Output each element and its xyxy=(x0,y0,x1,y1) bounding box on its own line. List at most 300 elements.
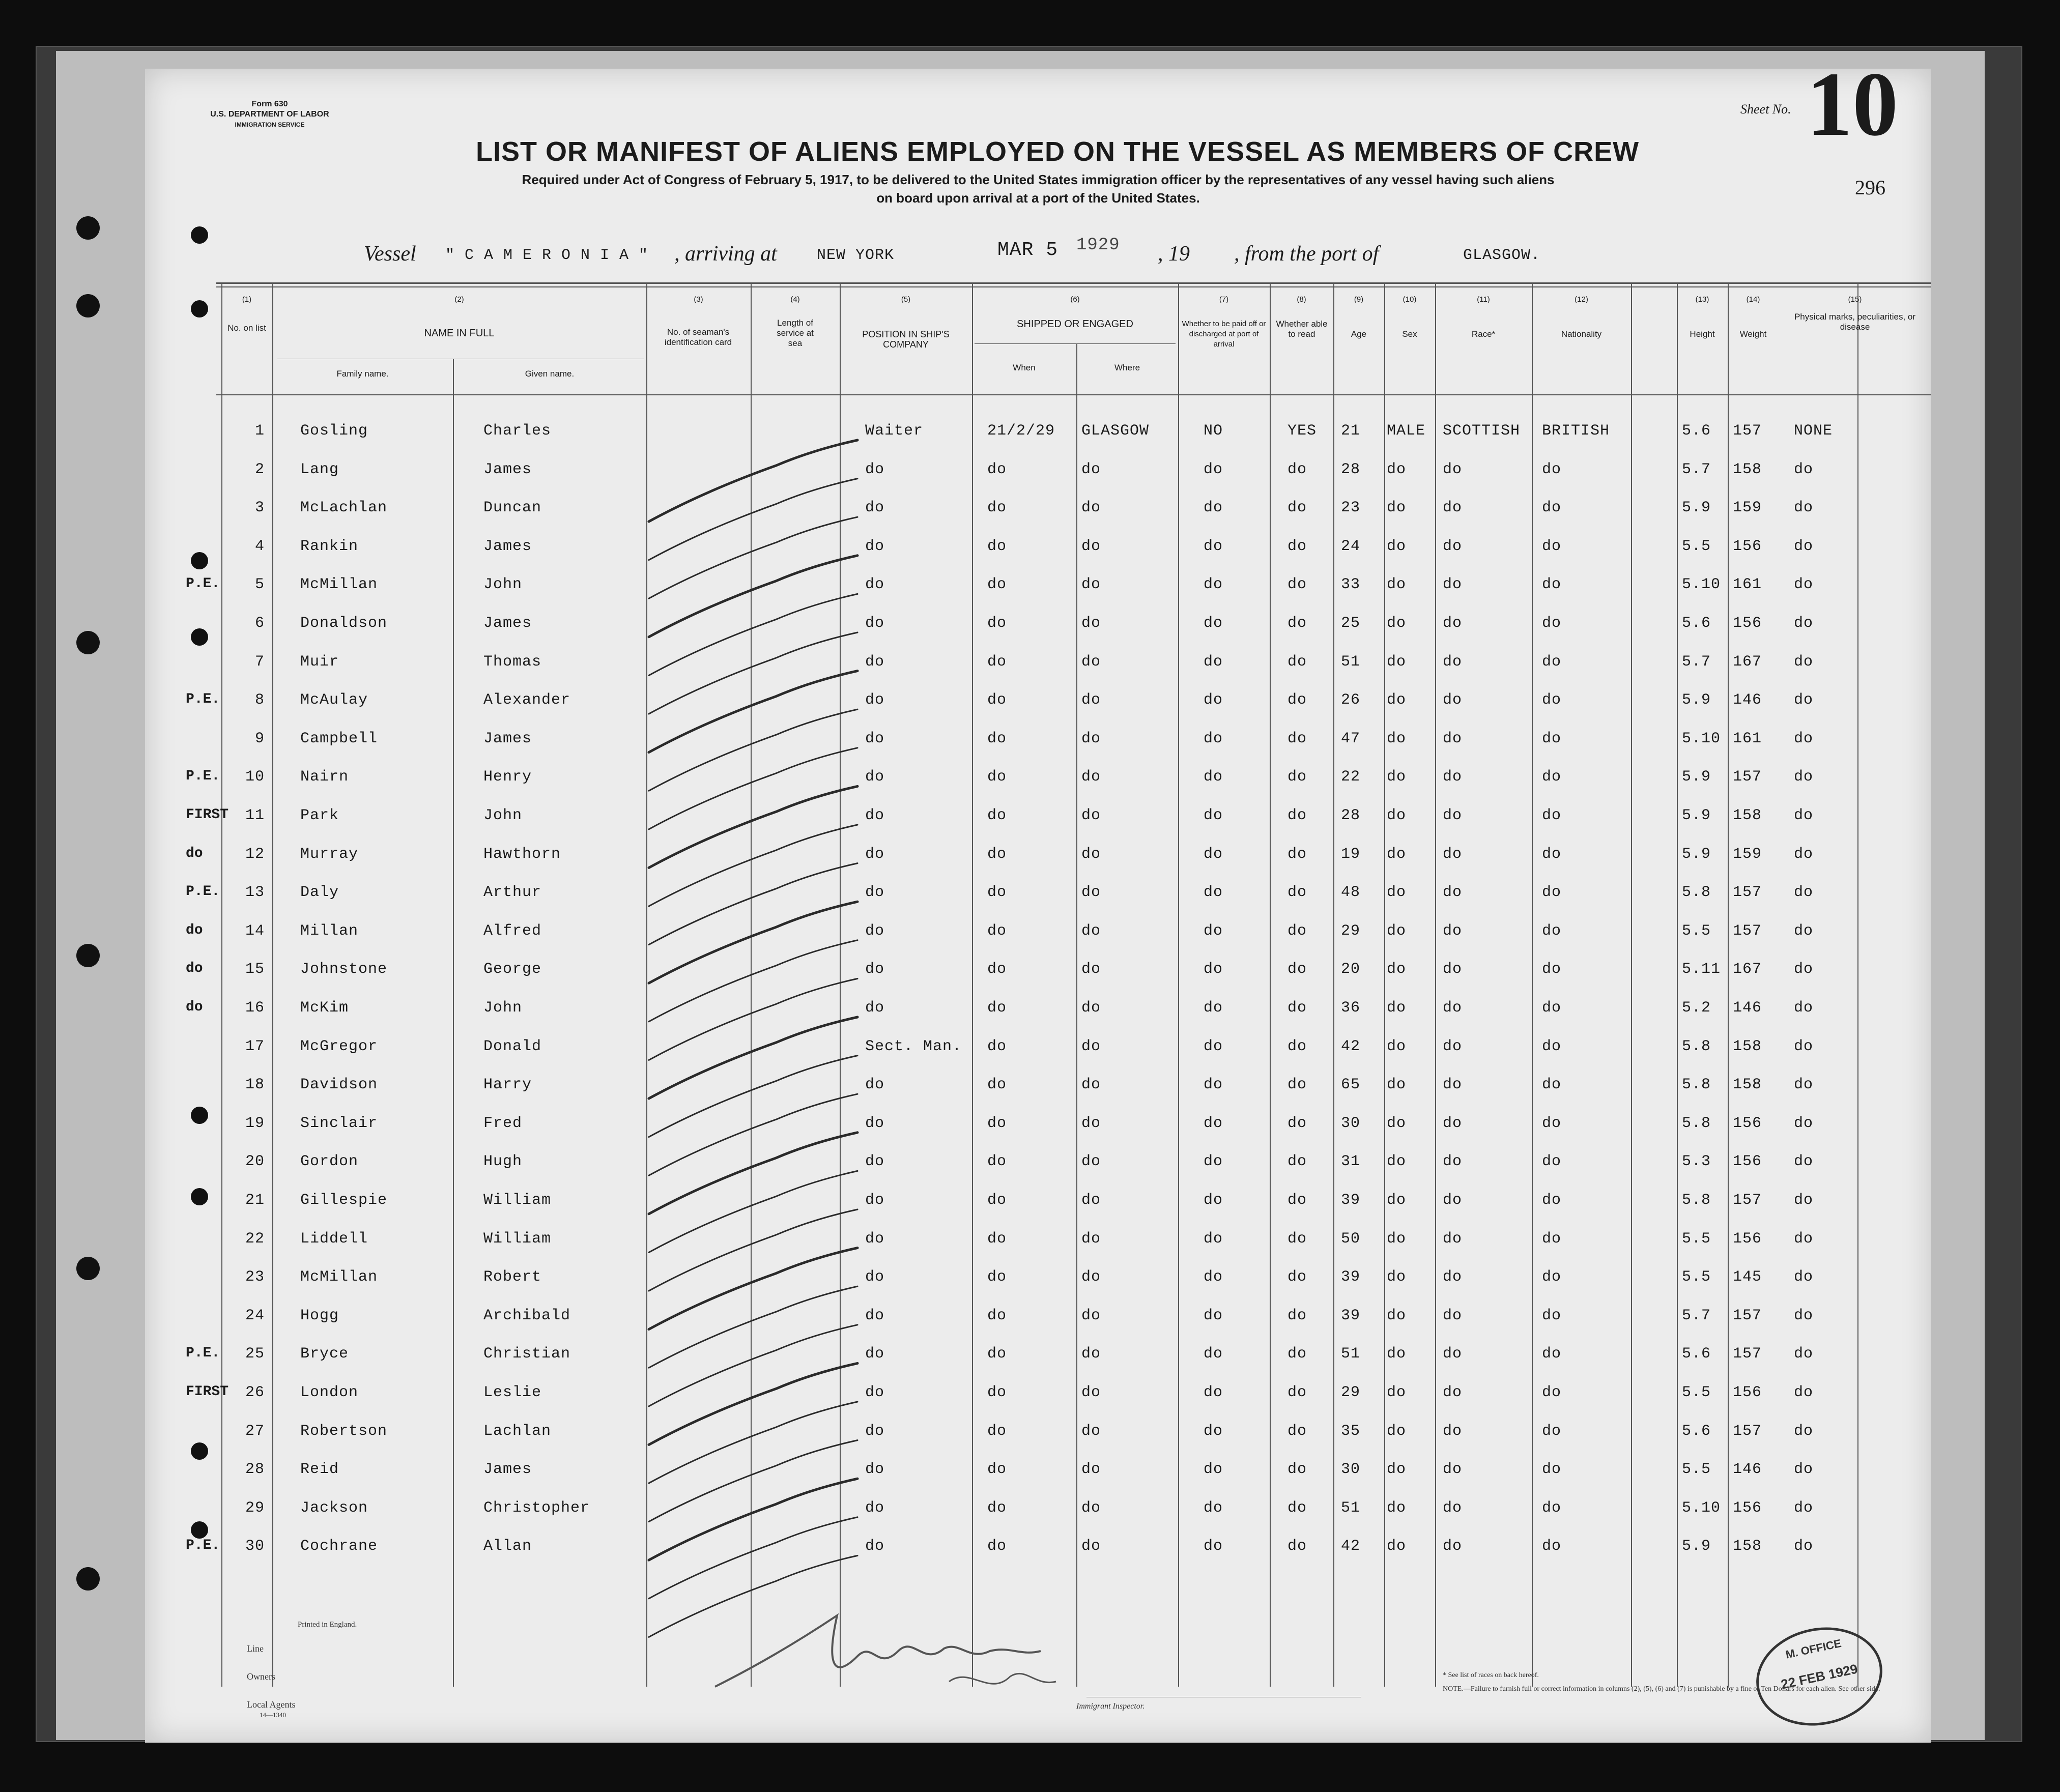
row-shipped-when: 21/2/29 xyxy=(987,422,1055,440)
row-age: 48 xyxy=(1341,884,1361,902)
table-top-rule xyxy=(216,282,1931,284)
row-able-read: do xyxy=(1287,1153,1307,1171)
row-shipped-where: do xyxy=(1081,1153,1101,1171)
row-nationality: do xyxy=(1542,1499,1562,1517)
print-code: 14—1340 xyxy=(260,1711,286,1719)
row-family-name: Millan xyxy=(300,922,359,940)
row-margin-note: P.E. xyxy=(186,576,220,592)
row-physical-marks: do xyxy=(1794,1076,1814,1094)
row-number: 25 xyxy=(245,1345,265,1363)
binder-hole xyxy=(76,631,100,654)
row-shipped-where: do xyxy=(1081,1422,1101,1440)
row-weight: 145 xyxy=(1733,1268,1762,1286)
row-nationality: do xyxy=(1542,1192,1562,1209)
row-margin-note: do xyxy=(186,999,203,1015)
row-able-read: do xyxy=(1287,460,1307,478)
row-number: 12 xyxy=(245,845,265,863)
row-shipped-where: do xyxy=(1081,961,1101,978)
row-race: do xyxy=(1443,460,1463,478)
row-nationality: do xyxy=(1542,1153,1562,1171)
row-position: do xyxy=(865,576,885,594)
row-height: 5.5 xyxy=(1682,922,1711,940)
race-note: * See list of races on back hereof. xyxy=(1443,1671,1539,1679)
col-header-physical-marks: Physical marks, peculiarities, or disease xyxy=(1794,312,1916,332)
row-number: 10 xyxy=(245,768,265,786)
row-able-read: do xyxy=(1287,1307,1307,1324)
col-number: (11) xyxy=(1477,295,1490,304)
row-height: 5.3 xyxy=(1682,1153,1711,1171)
col-header-able-read: Whether able to read xyxy=(1276,319,1328,339)
pencil-tick-mark xyxy=(649,1094,857,1175)
row-position: do xyxy=(865,1114,885,1132)
col-header-where: Where xyxy=(1114,363,1140,372)
pencil-tick-mark xyxy=(649,1133,857,1214)
row-physical-marks: do xyxy=(1794,1268,1814,1286)
row-given-name: Robert xyxy=(483,1268,542,1286)
row-physical-marks: do xyxy=(1794,999,1814,1017)
row-number: 21 xyxy=(245,1192,265,1209)
row-paid-off: do xyxy=(1204,999,1223,1017)
row-shipped-when: do xyxy=(987,1192,1007,1209)
row-position: do xyxy=(865,1461,885,1479)
row-age: 39 xyxy=(1341,1307,1361,1324)
row-paid-off: NO xyxy=(1204,422,1223,440)
row-weight: 159 xyxy=(1733,499,1762,517)
row-able-read: YES xyxy=(1287,422,1317,440)
column-rule xyxy=(453,359,454,1687)
pencil-tick-mark xyxy=(649,786,857,868)
punch-hole xyxy=(191,1188,208,1205)
pencil-tick-mark xyxy=(649,440,857,522)
row-physical-marks: do xyxy=(1794,1192,1814,1209)
row-race: do xyxy=(1443,1268,1463,1286)
row-paid-off: do xyxy=(1204,845,1223,863)
row-given-name: William xyxy=(483,1192,552,1209)
row-race: do xyxy=(1443,653,1463,671)
row-sex: do xyxy=(1387,460,1407,478)
punch-hole xyxy=(191,628,208,646)
row-position: do xyxy=(865,1384,885,1401)
col-number: (14) xyxy=(1746,295,1760,304)
row-race: do xyxy=(1443,1230,1463,1248)
row-race: SCOTTISH xyxy=(1443,422,1521,440)
column-rule xyxy=(972,282,973,1687)
row-weight: 156 xyxy=(1733,1153,1762,1171)
col-header-paid-off: Whether to be paid off or discharged at port of arrival xyxy=(1182,320,1266,349)
row-number: 2 xyxy=(254,460,265,478)
row-nationality: do xyxy=(1542,1345,1562,1363)
row-family-name: Daly xyxy=(300,884,339,902)
row-height: 5.5 xyxy=(1682,1230,1711,1248)
row-shipped-when: do xyxy=(987,1307,1007,1324)
row-race: do xyxy=(1443,537,1463,555)
row-paid-off: do xyxy=(1204,1114,1223,1132)
row-shipped-where: do xyxy=(1081,537,1101,555)
row-shipped-where: do xyxy=(1081,1230,1101,1248)
row-sex: do xyxy=(1387,961,1407,978)
departure-port: GLASGOW. xyxy=(1463,247,1541,264)
row-number: 19 xyxy=(245,1114,265,1132)
row-race: do xyxy=(1443,1076,1463,1094)
row-physical-marks: do xyxy=(1794,961,1814,978)
row-race: do xyxy=(1443,1192,1463,1209)
row-number: 4 xyxy=(254,537,265,555)
row-family-name: Bryce xyxy=(300,1345,349,1363)
row-age: 20 xyxy=(1341,961,1361,978)
row-age: 30 xyxy=(1341,1114,1361,1132)
row-shipped-where: do xyxy=(1081,499,1101,517)
row-family-name: Jackson xyxy=(300,1499,368,1517)
punch-hole xyxy=(191,1442,208,1460)
row-number: 22 xyxy=(245,1230,265,1248)
col-number: (6) xyxy=(1070,295,1080,304)
row-family-name: Donaldson xyxy=(300,615,388,632)
row-weight: 156 xyxy=(1733,1114,1762,1132)
row-age: 22 xyxy=(1341,768,1361,786)
row-paid-off: do xyxy=(1204,537,1223,555)
row-margin-note: do xyxy=(186,845,203,861)
row-sex: do xyxy=(1387,1384,1407,1401)
row-family-name: Gosling xyxy=(300,422,368,440)
row-nationality: do xyxy=(1542,807,1562,824)
row-nationality: do xyxy=(1542,768,1562,786)
row-weight: 158 xyxy=(1733,1538,1762,1555)
row-position: do xyxy=(865,1499,885,1517)
row-height: 5.5 xyxy=(1682,1384,1711,1401)
pencil-tick-mark xyxy=(649,1209,857,1291)
pencil-tick-mark xyxy=(649,1402,857,1483)
row-shipped-where: do xyxy=(1081,1345,1101,1363)
row-nationality: do xyxy=(1542,499,1562,517)
row-family-name: London xyxy=(300,1384,359,1401)
row-height: 5.6 xyxy=(1682,1422,1711,1440)
row-nationality: do xyxy=(1542,537,1562,555)
col-header-nationality: Nationality xyxy=(1561,329,1602,339)
row-position: do xyxy=(865,499,885,517)
row-weight: 167 xyxy=(1733,961,1762,978)
col-number: (4) xyxy=(790,295,800,304)
row-physical-marks: do xyxy=(1794,807,1814,824)
col-header-no: No. on list xyxy=(227,323,266,333)
row-position: do xyxy=(865,807,885,824)
row-height: 5.9 xyxy=(1682,845,1711,863)
row-weight: 161 xyxy=(1733,576,1762,594)
row-weight: 146 xyxy=(1733,691,1762,709)
subtitle-line-1: Required under Act of Congress of February 5, 1917, to be delivered to the United States immigration officer by the representatives of any vessel having such aliens xyxy=(522,172,1555,187)
row-nationality: do xyxy=(1542,691,1562,709)
row-number: 1 xyxy=(254,422,265,440)
row-family-name: McAulay xyxy=(300,691,368,709)
pencil-tick-mark xyxy=(649,748,857,829)
row-sex: do xyxy=(1387,1192,1407,1209)
row-nationality: do xyxy=(1542,1384,1562,1401)
binder-hole xyxy=(76,294,100,317)
col-header-weight: Weight xyxy=(1739,329,1767,339)
punch-hole xyxy=(191,1107,208,1124)
column-rule xyxy=(272,282,273,1687)
pencil-tick-mark xyxy=(649,594,857,675)
col-header-given: Given name. xyxy=(525,369,575,379)
row-position: do xyxy=(865,653,885,671)
row-nationality: do xyxy=(1542,1037,1562,1055)
department-name: U.S. DEPARTMENT OF LABOR xyxy=(210,110,329,119)
row-paid-off: do xyxy=(1204,1461,1223,1479)
row-given-name: Harry xyxy=(483,1076,532,1094)
row-family-name: Gillespie xyxy=(300,1192,388,1209)
row-given-name: William xyxy=(483,1230,552,1248)
arrival-year-stamp: 1929 xyxy=(1076,236,1120,255)
inspector-signature xyxy=(705,1600,1061,1712)
row-height: 5.9 xyxy=(1682,807,1711,824)
row-able-read: do xyxy=(1287,730,1307,747)
row-race: do xyxy=(1443,1345,1463,1363)
row-age: 19 xyxy=(1341,845,1361,863)
row-paid-off: do xyxy=(1204,730,1223,747)
row-family-name: Park xyxy=(300,807,339,824)
row-physical-marks: do xyxy=(1794,1230,1814,1248)
row-height: 5.8 xyxy=(1682,884,1711,902)
column-rule xyxy=(1333,282,1334,1687)
row-shipped-when: do xyxy=(987,653,1007,671)
row-weight: 146 xyxy=(1733,1461,1762,1479)
row-paid-off: do xyxy=(1204,961,1223,978)
row-height: 5.2 xyxy=(1682,999,1711,1017)
col-number: (13) xyxy=(1695,295,1709,304)
row-position: do xyxy=(865,460,885,478)
row-paid-off: do xyxy=(1204,1384,1223,1401)
col-header-race: Race* xyxy=(1471,329,1496,339)
row-age: 51 xyxy=(1341,1345,1361,1363)
row-nationality: do xyxy=(1542,1461,1562,1479)
row-margin-note: do xyxy=(186,922,203,938)
row-given-name: John xyxy=(483,807,523,824)
row-race: do xyxy=(1443,1499,1463,1517)
row-position: do xyxy=(865,1345,885,1363)
row-shipped-when: do xyxy=(987,1345,1007,1363)
row-weight: 158 xyxy=(1733,1076,1762,1094)
row-family-name: Hogg xyxy=(300,1307,339,1324)
row-shipped-when: do xyxy=(987,807,1007,824)
row-weight: 157 xyxy=(1733,1422,1762,1440)
row-given-name: Leslie xyxy=(483,1384,542,1401)
line-label: Line xyxy=(247,1643,264,1654)
row-able-read: do xyxy=(1287,1384,1307,1401)
row-sex: do xyxy=(1387,884,1407,902)
row-family-name: Sinclair xyxy=(300,1114,378,1132)
row-family-name: McGregor xyxy=(300,1037,378,1055)
row-shipped-where: GLASGOW xyxy=(1081,422,1150,440)
row-shipped-where: do xyxy=(1081,576,1101,594)
row-height: 5.9 xyxy=(1682,768,1711,786)
row-given-name: Hawthorn xyxy=(483,845,561,863)
row-shipped-when: do xyxy=(987,576,1007,594)
row-shipped-when: do xyxy=(987,691,1007,709)
row-able-read: do xyxy=(1287,1268,1307,1286)
row-margin-note: FIRST xyxy=(186,1384,229,1400)
binder-hole xyxy=(76,1257,100,1280)
row-shipped-where: do xyxy=(1081,768,1101,786)
row-sex: do xyxy=(1387,1153,1407,1171)
row-sex: do xyxy=(1387,615,1407,632)
row-race: do xyxy=(1443,922,1463,940)
table-header-rule xyxy=(216,394,1931,395)
row-position: do xyxy=(865,999,885,1017)
row-shipped-where: do xyxy=(1081,691,1101,709)
row-physical-marks: do xyxy=(1794,576,1814,594)
row-paid-off: do xyxy=(1204,1538,1223,1555)
row-given-name: Thomas xyxy=(483,653,542,671)
subtitle-line-2: on board upon arrival at a port of the United States. xyxy=(876,190,1200,206)
row-able-read: do xyxy=(1287,1192,1307,1209)
row-height: 5.10 xyxy=(1682,730,1721,747)
row-paid-off: do xyxy=(1204,691,1223,709)
row-weight: 156 xyxy=(1733,615,1762,632)
row-shipped-where: do xyxy=(1081,1268,1101,1286)
row-able-read: do xyxy=(1287,1230,1307,1248)
vessel-name: " C A M E R O N I A " xyxy=(445,247,649,264)
row-height: 5.10 xyxy=(1682,576,1721,594)
row-height: 5.7 xyxy=(1682,460,1711,478)
col-header-shipped: SHIPPED OR ENGAGED xyxy=(1017,319,1133,330)
row-margin-note: P.E. xyxy=(186,691,220,708)
row-shipped-where: do xyxy=(1081,1114,1101,1132)
row-weight: 158 xyxy=(1733,460,1762,478)
row-race: do xyxy=(1443,1153,1463,1171)
row-shipped-when: do xyxy=(987,768,1007,786)
row-number: 26 xyxy=(245,1384,265,1401)
pencil-tick-mark xyxy=(649,1286,857,1368)
row-physical-marks: do xyxy=(1794,615,1814,632)
row-given-name: James xyxy=(483,460,532,478)
row-shipped-where: do xyxy=(1081,999,1101,1017)
row-shipped-when: do xyxy=(987,922,1007,940)
row-position: do xyxy=(865,691,885,709)
pencil-tick-mark xyxy=(649,1325,857,1406)
col-header-name: NAME IN FULL xyxy=(424,328,495,339)
row-able-read: do xyxy=(1287,1076,1307,1094)
row-weight: 156 xyxy=(1733,1384,1762,1401)
col-number: (2) xyxy=(454,295,464,304)
row-age: 30 xyxy=(1341,1461,1361,1479)
col-number: (1) xyxy=(242,295,252,304)
row-number: 27 xyxy=(245,1422,265,1440)
punch-hole xyxy=(191,552,208,569)
row-paid-off: do xyxy=(1204,1307,1223,1324)
row-physical-marks: do xyxy=(1794,653,1814,671)
row-number: 23 xyxy=(245,1268,265,1286)
row-sex: do xyxy=(1387,1230,1407,1248)
row-family-name: Reid xyxy=(300,1461,339,1479)
vessel-line xyxy=(364,236,1891,272)
row-family-name: McMillan xyxy=(300,1268,378,1286)
row-age: 24 xyxy=(1341,537,1361,555)
fine-note: NOTE.—Failure to furnish full or correct information in columns (2), (5), (6) and (7) is punishable by a fine of Ten Dollars for each alien. See other side. xyxy=(1443,1685,1880,1693)
row-shipped-when: do xyxy=(987,1384,1007,1401)
row-weight: 157 xyxy=(1733,922,1762,940)
row-shipped-where: do xyxy=(1081,1076,1101,1094)
row-age: 26 xyxy=(1341,691,1361,709)
col-number: (7) xyxy=(1219,295,1229,304)
col-header-age: Age xyxy=(1351,329,1367,339)
row-family-name: Johnstone xyxy=(300,961,388,978)
row-sex: MALE xyxy=(1387,422,1426,440)
row-paid-off: do xyxy=(1204,1037,1223,1055)
pencil-tick-mark xyxy=(649,1479,857,1560)
row-nationality: do xyxy=(1542,460,1562,478)
row-weight: 156 xyxy=(1733,1230,1762,1248)
printed-note: Printed in England. xyxy=(298,1621,357,1629)
row-weight: 156 xyxy=(1733,537,1762,555)
row-paid-off: do xyxy=(1204,1422,1223,1440)
row-race: do xyxy=(1443,1461,1463,1479)
row-physical-marks: do xyxy=(1794,1461,1814,1479)
row-nationality: do xyxy=(1542,1307,1562,1324)
row-shipped-when: do xyxy=(987,1230,1007,1248)
stamp-office: M. OFFICE xyxy=(1784,1636,1843,1661)
row-nationality: do xyxy=(1542,1268,1562,1286)
row-sex: do xyxy=(1387,807,1407,824)
row-physical-marks: do xyxy=(1794,730,1814,747)
pencil-tick-mark xyxy=(649,671,857,753)
row-given-name: George xyxy=(483,961,542,978)
row-shipped-when: do xyxy=(987,1114,1007,1132)
row-race: do xyxy=(1443,1114,1463,1132)
row-paid-off: do xyxy=(1204,1153,1223,1171)
row-nationality: do xyxy=(1542,961,1562,978)
row-position: do xyxy=(865,845,885,863)
row-able-read: do xyxy=(1287,845,1307,863)
row-race: do xyxy=(1443,961,1463,978)
row-physical-marks: do xyxy=(1794,922,1814,940)
row-family-name: McMillan xyxy=(300,576,378,594)
row-given-name: Christopher xyxy=(483,1499,590,1517)
row-given-name: John xyxy=(483,999,523,1017)
row-sex: do xyxy=(1387,1499,1407,1517)
row-paid-off: do xyxy=(1204,884,1223,902)
row-paid-off: do xyxy=(1204,1230,1223,1248)
row-given-name: Allan xyxy=(483,1538,532,1555)
punch-hole xyxy=(191,226,208,244)
row-margin-note: do xyxy=(186,961,203,977)
row-number: 29 xyxy=(245,1499,265,1517)
row-race: do xyxy=(1443,1037,1463,1055)
row-weight: 158 xyxy=(1733,1037,1762,1055)
row-nationality: do xyxy=(1542,730,1562,747)
col-number: (9) xyxy=(1354,295,1364,304)
row-able-read: do xyxy=(1287,1499,1307,1517)
col-number: (15) xyxy=(1848,295,1862,304)
row-given-name: James xyxy=(483,730,532,747)
pencil-tick-mark xyxy=(649,1056,857,1137)
col-number: (5) xyxy=(901,295,911,304)
row-height: 5.5 xyxy=(1682,1268,1711,1286)
row-age: 29 xyxy=(1341,1384,1361,1401)
inspector-label: Immigrant Inspector. xyxy=(1076,1702,1145,1711)
row-able-read: do xyxy=(1287,922,1307,940)
shipped-sub-rule xyxy=(975,343,1176,344)
column-rule xyxy=(221,282,222,1687)
binder-hole xyxy=(76,944,100,967)
row-sex: do xyxy=(1387,1268,1407,1286)
col-header-position: POSITION IN SHIP'S COMPANY xyxy=(862,329,950,350)
row-paid-off: do xyxy=(1204,768,1223,786)
row-paid-off: do xyxy=(1204,1076,1223,1094)
pencil-tick-mark xyxy=(649,863,857,945)
row-weight: 157 xyxy=(1733,1307,1762,1324)
row-number: 14 xyxy=(245,922,265,940)
row-able-read: do xyxy=(1287,1461,1307,1479)
row-height: 5.9 xyxy=(1682,499,1711,517)
